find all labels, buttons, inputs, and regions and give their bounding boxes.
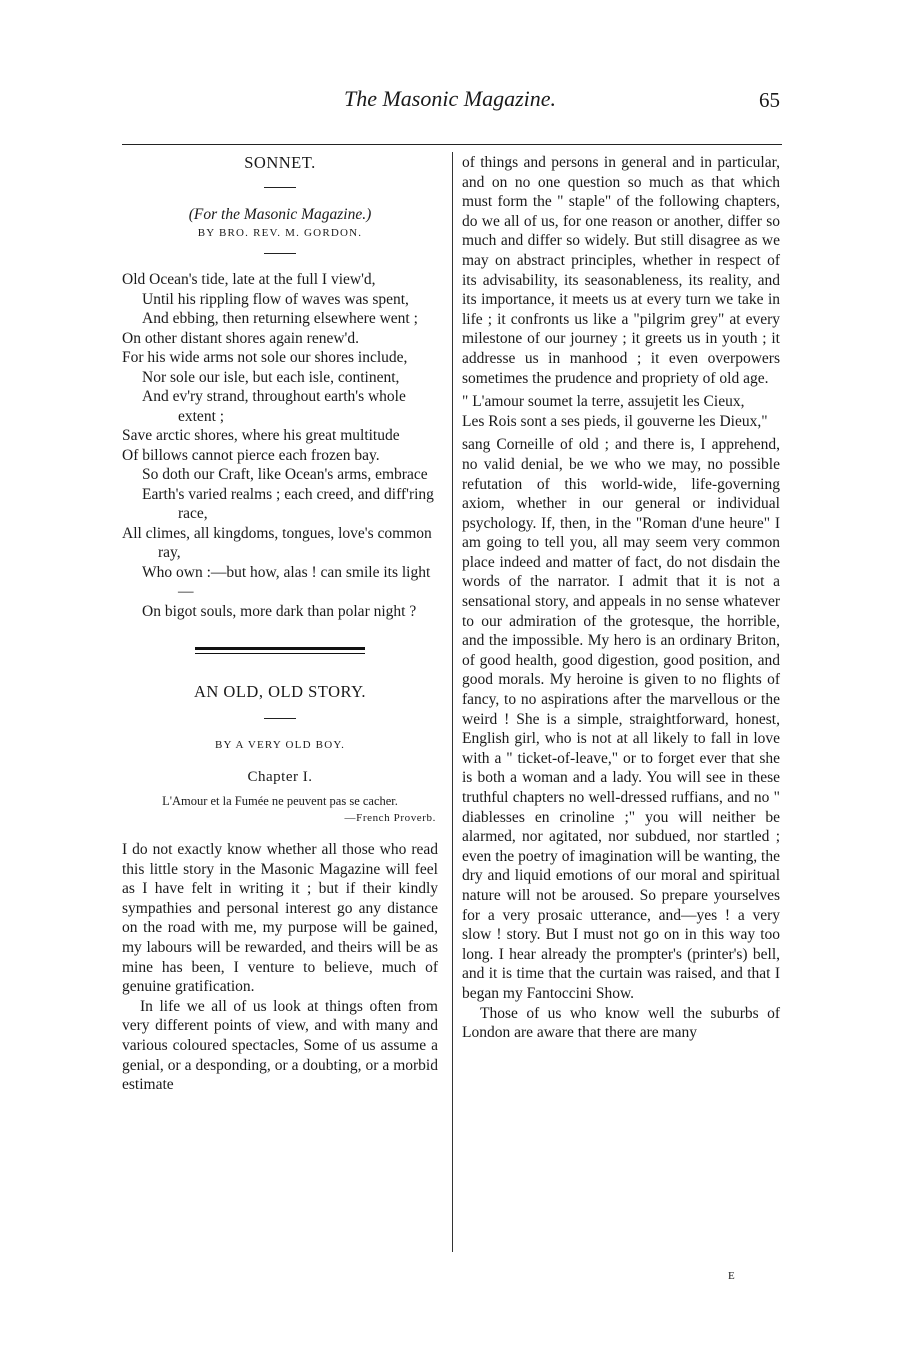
- section-double-rule: [195, 647, 365, 654]
- poem-line: On other distant shores again renew'd.: [122, 329, 359, 347]
- poem-line: On bigot souls, more dark than polar night ?: [142, 602, 417, 620]
- divider-rule: [264, 253, 296, 254]
- story-text-left: [122, 840, 438, 1095]
- poem-line: Who own :—but how, alas ! can smile its light—: [142, 563, 431, 600]
- running-header: [120, 86, 780, 116]
- poem-line: Nor sole our isle, but each isle, continent,: [142, 368, 400, 386]
- signature-mark: E: [728, 1270, 735, 1282]
- header-rule: [122, 144, 782, 145]
- poem-line: And ev'ry strand, throughout earth's whole extent ;: [142, 388, 406, 425]
- paragraph: sang Corneille of old ; and there is, I apprehend, no valid denial, be we who we may, no possible refutation of this world-wide, life-governing axiom, whether in our general or individual psychology. If, then, in the "Roman d'une heure" I am going to tell you, all may seem very common place indeed and matter of fact, do not disdain the words of the narrator. I admit that it is not a sensational story, and appeals in no sense whatever to our admiration of the grotesque, the horrible, and the impossible. My hero is an ordinary Briton, of good health, good digestion, good position, and good morals. My heroine is given to no flights of fancy, to no aspirations after the marvellous or the weird ! She is a simple, straightforward, honest, English girl, who is not at all likely to fall in love with a " ticket-of-leave," or to forget ever that she is both a woman and a lady. You will see in these truthful chapters no well-dressed ruffians, and no " diablesses en crinoline ;" you will neither be alarmed, nor agitated, nor subdued, nor startled ; even the poetry of imagination will be wanting, the dry and liquid emotions of our moral and spiritual nature will not be aroused. So prepare yourselves for a very prosaic utterance, and—yes ! a very slow ! story. But I must not go on in this way too long. I hear already the prompter's (printer's) bell, and it is time that the curtain was raised, and that I began my Fantoccini Show.: [462, 436, 780, 1002]
- page-number: 65: [759, 88, 780, 112]
- left-column: [122, 153, 438, 1095]
- chapter-heading: Chapter I.: [247, 769, 313, 785]
- poem-line: Of billows cannot pierce each frozen bay.: [122, 446, 380, 464]
- right-column: [462, 153, 780, 1043]
- paragraph: I do not exactly know whether all those who read this little story in the Masonic Magazine will feel as I have felt in writing it ; but if their kindly sympathies and personal interest go any distance on the road with me, my purpose will be gained, my labours will be rewarded, and theirs will be as mine has been, I venture to believe, much of genuine gratification.: [122, 841, 438, 996]
- poem-line: For his wide arms not sole our shores include,: [122, 349, 408, 366]
- verse-line: " L'amour soumet la terre, assujetit les Cieux,: [462, 393, 745, 411]
- story-byline: BY A VERY OLD BOY.: [214, 739, 346, 751]
- poem-line: Until his rippling flow of waves was spent,: [142, 290, 409, 308]
- poem-line: All climes, all kingdoms, tongues, love's common ray,: [122, 524, 432, 561]
- story-text-right-continued: [462, 435, 780, 1042]
- poem-line: So doth our Craft, like Ocean's arms, embrace: [142, 466, 428, 483]
- column-divider: [452, 152, 453, 1252]
- story-title: AN OLD, OLD STORY.: [193, 682, 367, 701]
- paragraph: Those of us who know well the suburbs of London are aware that there are many: [462, 1004, 780, 1042]
- paragraph: In life we all of us look at things often from very different points of view, and with many and various coloured spectacles, Some of us assume a genial, or a desponding, or a doubting, or a morbid estimate: [122, 997, 438, 1094]
- sonnet-byline: BY BRO. REV. M. GORDON.: [197, 227, 363, 239]
- running-title: The Masonic Magazine.: [343, 86, 557, 111]
- paragraph: of things and persons in general and in particular, and on no one question so much as that which must form the " staple" of the following chapters, do we all of us, for one reason or another, differ so much and differ so widely. But still disagree as we may on abstract principles, whether in respect of its advisability, its seasonableness, its reality, and its importance, it meets us at every turn we take in life ; it confronts us like a "pilgrim grey" at every milestone of our journey ; it greets us in youth ; it addresse us in manhood ; it even overpowers sometimes the prudence and propriety of old age.: [462, 154, 780, 387]
- divider-rule: [264, 187, 296, 188]
- epigraph: L'Amour et la Fumée ne peuvent pas se cacher.: [162, 794, 398, 808]
- sonnet-poem: [122, 270, 438, 621]
- poem-line: And ebbing, then returning elsewhere went ;: [142, 310, 418, 327]
- story-text-right: [462, 153, 780, 388]
- sonnet-subtitle: (For the Masonic Magazine.): [188, 206, 372, 223]
- verse-line: Les Rois sont a ses pieds, il gouverne les Dieux,": [462, 412, 768, 430]
- divider-rule: [264, 718, 296, 719]
- poem-line: Old Ocean's tide, late at the full I view'd,: [122, 271, 376, 288]
- poem-line: Save arctic shores, where his great multitude: [122, 427, 400, 444]
- epigraph-source: —French Proverb.: [344, 812, 436, 824]
- sonnet-title: SONNET.: [244, 153, 316, 172]
- quoted-verse: [462, 392, 780, 431]
- poem-line: Earth's varied realms ; each creed, and diff'ring race,: [142, 485, 434, 522]
